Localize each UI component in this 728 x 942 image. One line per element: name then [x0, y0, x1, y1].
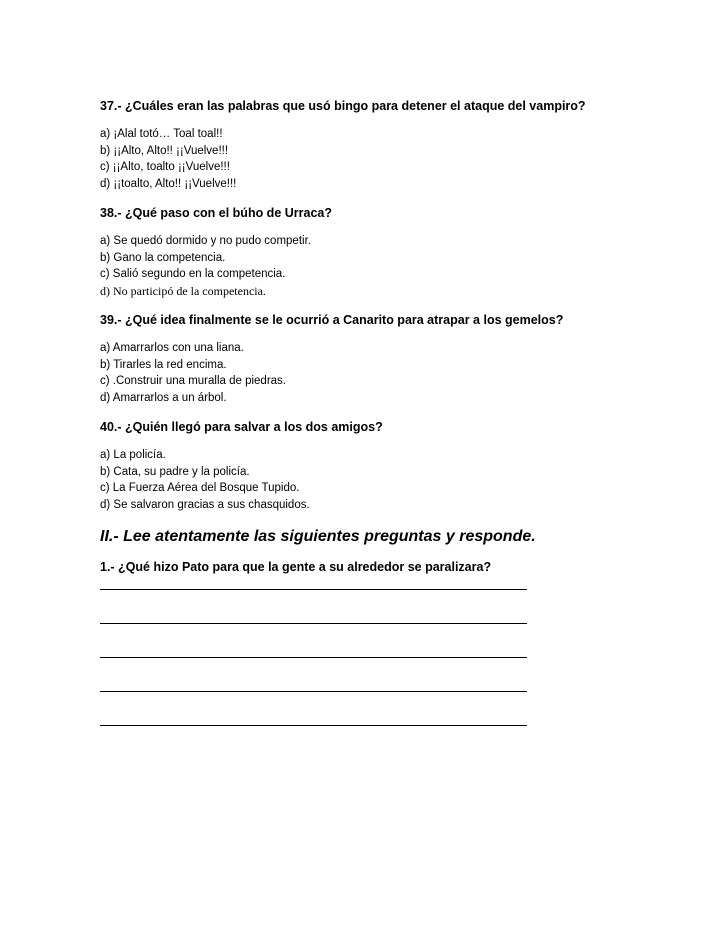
option-c: c) .Construir una muralla de piedras. [100, 375, 286, 387]
answer-line[interactable] [100, 589, 527, 590]
option-c: c) ¡¡Alto, toalto ¡¡Vuelve!!! [100, 161, 230, 173]
option-c: c) La Fuerza Aérea del Bosque Tupido. [100, 482, 300, 494]
option-b: b) Gano la competencia. [100, 251, 226, 264]
answer-line[interactable] [100, 657, 527, 658]
option-d: d) ¡¡toalto, Alto!! ¡¡Vuelve!!! [100, 177, 237, 190]
option-a: a) Se quedó dormido y no pudo competir. [100, 235, 311, 247]
answer-line[interactable] [100, 691, 527, 692]
answer-lines [100, 589, 660, 726]
question-38-options [100, 233, 660, 299]
question-37-options [100, 126, 660, 192]
section-2-question-1: 1.- ¿Qué hizo Pato para que la gente a su alrededor se paralizara? [100, 560, 492, 574]
option-a: a) La policía. [100, 449, 166, 461]
option-a: a) Amarrarlos con una liana. [100, 342, 244, 354]
question-40-options [100, 447, 660, 513]
question-39: 39.- ¿Qué idea finalmente se le ocurrió a Canarito para atrapar a los gemelos? [100, 313, 564, 327]
option-b: b) Cata, su padre y la policía. [100, 465, 250, 478]
section-2-title: II.- Lee atentamente las siguientes preguntas y responde. [100, 528, 536, 545]
question-40: 40.- ¿Quién llegó para salvar a los dos amigos? [100, 420, 383, 434]
question-37: 37.- ¿Cuáles eran las palabras que usó bingo para detener el ataque del vampiro? [100, 99, 586, 113]
answer-line[interactable] [100, 623, 527, 624]
option-c: c) Salió segundo en la competencia. [100, 268, 286, 280]
answer-line[interactable] [100, 725, 527, 726]
option-b: b) ¡¡Alto, Alto!! ¡¡Vuelve!!! [100, 144, 229, 157]
option-d: d) Se salvaron gracias a sus chasquidos. [100, 498, 310, 511]
question-39-options [100, 340, 660, 406]
option-d: d) No participó de la competencia. [100, 283, 266, 298]
option-a: a) ¡Alal totó… Toal toal!! [100, 128, 223, 140]
worksheet-page [100, 98, 660, 759]
question-38: 38.- ¿Qué paso con el búho de Urraca? [100, 206, 332, 220]
option-b: b) Tirarles la red encima. [100, 358, 227, 371]
option-d: d) Amarrarlos a un árbol. [100, 391, 227, 404]
